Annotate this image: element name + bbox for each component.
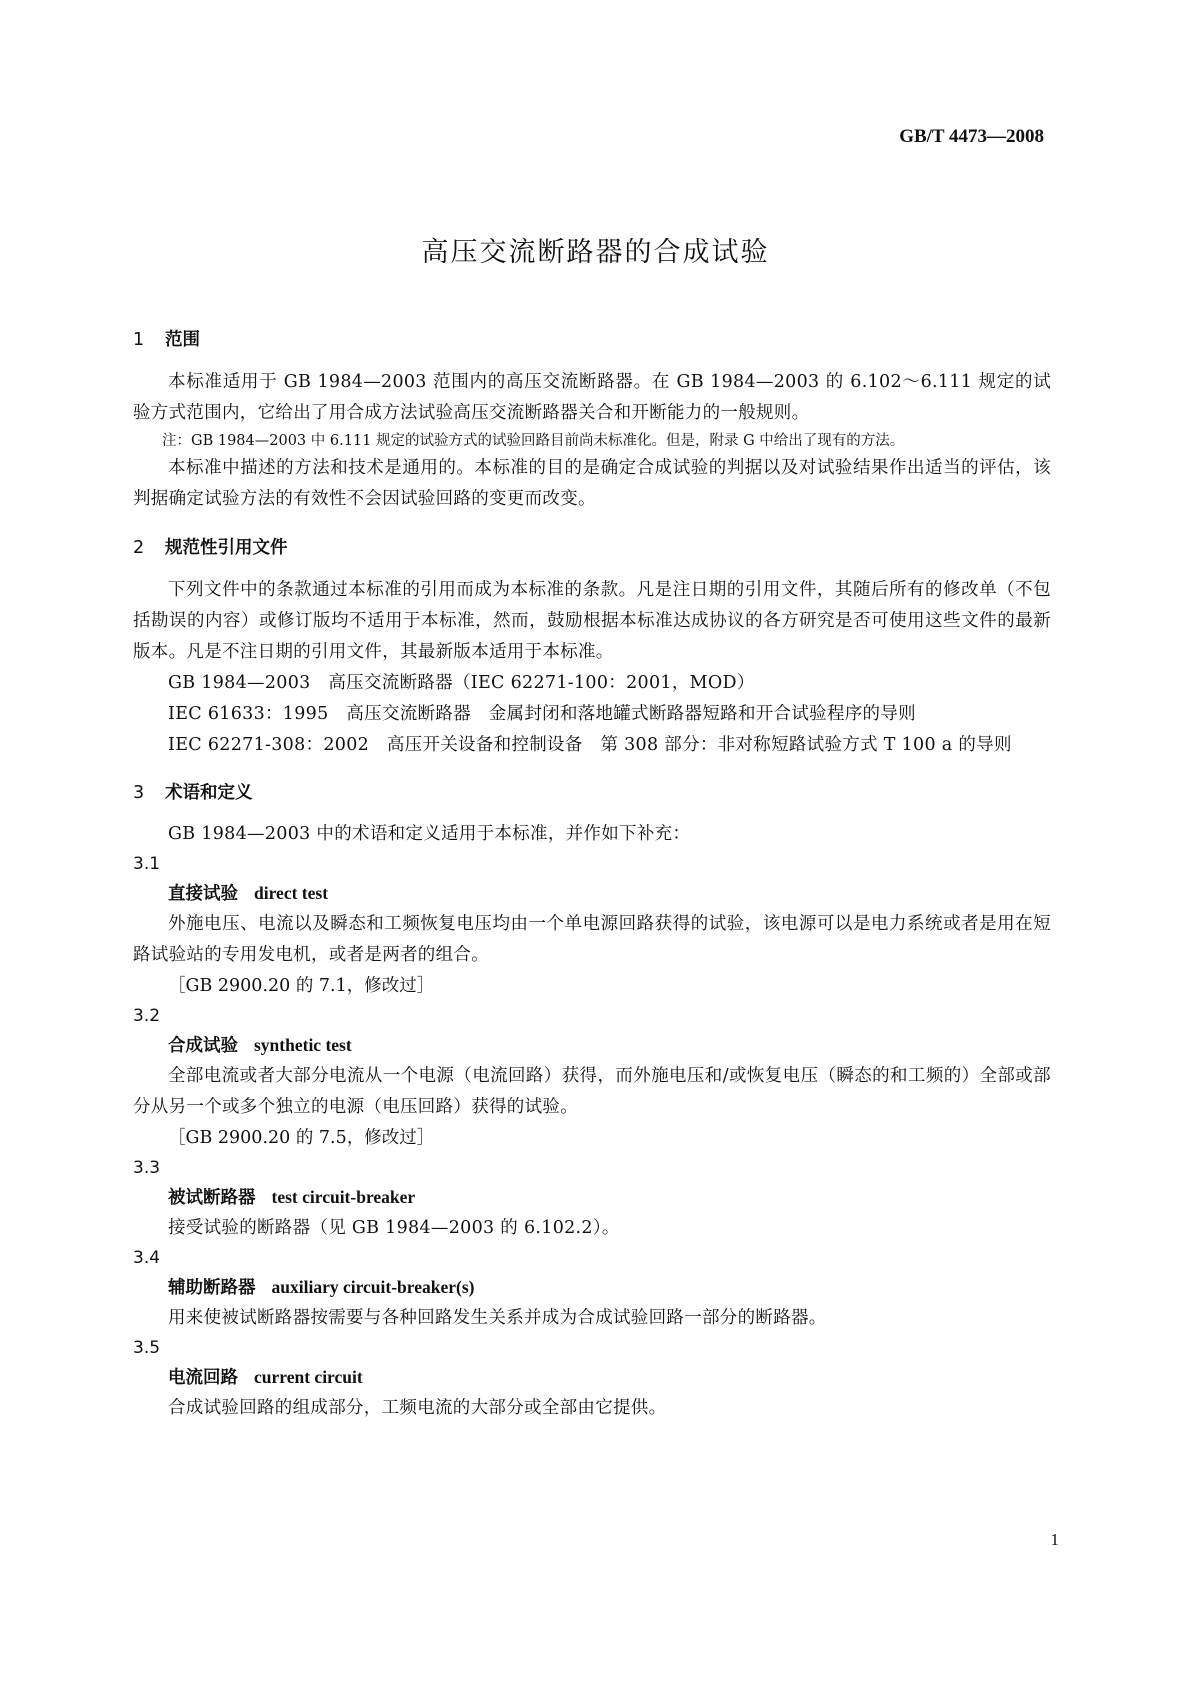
section-1-heading [133, 328, 1051, 352]
page-number: 1 [1050, 1530, 1059, 1549]
term-name-en: current circuit [254, 1367, 363, 1387]
section-number: 3 [133, 783, 145, 803]
term-definition: 用来使被试断路器按需要与各种回路发生关系并成为合成试验回路一部分的断路器。 [168, 1308, 827, 1328]
term-name [133, 878, 1051, 909]
section-3-intro: GB 1984—2003 中的术语和定义适用于本标准，并作如下补充： [168, 824, 691, 844]
term-definition: 接受试验的断路器（见 GB 1984—2003 的 6.102.2）。 [168, 1218, 620, 1238]
term-number: 3.4 [133, 1248, 161, 1268]
section-title: 范围 [165, 330, 200, 350]
term-name [133, 1182, 1051, 1213]
term-definition: 全部电流或者大部分电流从一个电源（电流回路）获得，而外施电压和/或恢复电压（瞬态的和工频的）全部或部分从另一个或多个独立的电源（电压回路）获得的试验。 [133, 1066, 1051, 1117]
section-2-heading [133, 536, 1051, 560]
term-definition: 外施电压、电流以及瞬态和工频恢复电压均由一个单电源回路获得的试验，该电源可以是电力系统或者是用在短路试验站的专用发电机，或者是两者的组合。 [133, 914, 1051, 965]
term-number: 3.5 [133, 1338, 161, 1358]
term-source: ［GB 2900.20 的 7.5，修改过］ [168, 1128, 435, 1148]
section-number: 2 [133, 538, 145, 558]
term-name-en: synthetic test [254, 1035, 352, 1055]
term-name [133, 1030, 1051, 1061]
term-name-zh: 被试断路器 [168, 1188, 256, 1208]
term-definition: 合成试验回路的组成部分，工频电流的大部分或全部由它提供。 [168, 1398, 667, 1418]
term-name-en: test circuit-breaker [271, 1187, 416, 1207]
term-name-zh: 电流回路 [168, 1368, 238, 1388]
term-name [133, 1272, 1051, 1303]
section-number: 1 [133, 330, 145, 350]
term-number: 3.1 [133, 854, 161, 874]
term-source: ［GB 2900.20 的 7.1，修改过］ [168, 976, 435, 996]
document-body [133, 328, 1051, 1424]
term-name-en: direct test [254, 883, 329, 903]
standard-code: GB/T 4473—2008 [899, 126, 1044, 147]
term-number: 3.3 [133, 1158, 161, 1178]
term-name-zh: 直接试验 [168, 884, 238, 904]
term-name-en: auxiliary circuit-breaker(s) [271, 1277, 475, 1297]
normative-reference: IEC 62271-308：2002 高压开关设备和控制设备 第 308 部分：非对称短路试验方式 T 100 a 的导则 [168, 735, 1012, 755]
section-title: 规范性引用文件 [165, 538, 288, 558]
normative-reference: IEC 61633：1995 高压交流断路器 金属封闭和落地罐式断路器短路和开合试验程序的导则 [168, 704, 916, 724]
section-title: 术语和定义 [165, 783, 253, 803]
normative-reference: GB 1984—2003 高压交流断路器（IEC 62271-100：2001，MOD） [168, 673, 755, 693]
term-name-zh: 辅助断路器 [168, 1278, 256, 1298]
section-1-paragraph-2: 本标准中描述的方法和技术是通用的。本标准的目的是确定合成试验的判据以及对试验结果作出适当的评估，该判据确定试验方法的有效性不会因试验回路的变更而改变。 [133, 458, 1051, 509]
section-1-note: 注：GB 1984—2003 中 6.111 规定的试验方式的试验回路目前尚未标准化。但是，附录 G 中给出了现有的方法。 [162, 433, 905, 449]
section-1-paragraph-1: 本标准适用于 GB 1984—2003 范围内的高压交流断路器。在 GB 1984—2003 的 6.102～6.111 规定的试验方式范围内，它给出了用合成方法试验高压交流断路器关合和开断能力的一般规则。 [133, 372, 1051, 423]
section-3-heading [133, 781, 1051, 805]
section-2-paragraph-1: 下列文件中的条款通过本标准的引用而成为本标准的条款。凡是注日期的引用文件，其随后所有的修改单（不包括勘误的内容）或修订版均不适用于本标准，然而，鼓励根据本标准达成协议的各方研究是否可使用这些文件的最新版本。凡是不注日期的引用文件，其最新版本适用于本标准。 [133, 580, 1051, 662]
term-name [133, 1362, 1051, 1393]
term-number: 3.2 [133, 1006, 161, 1026]
term-name-zh: 合成试验 [168, 1036, 238, 1056]
document-title: 高压交流断路器的合成试验 [421, 237, 770, 268]
